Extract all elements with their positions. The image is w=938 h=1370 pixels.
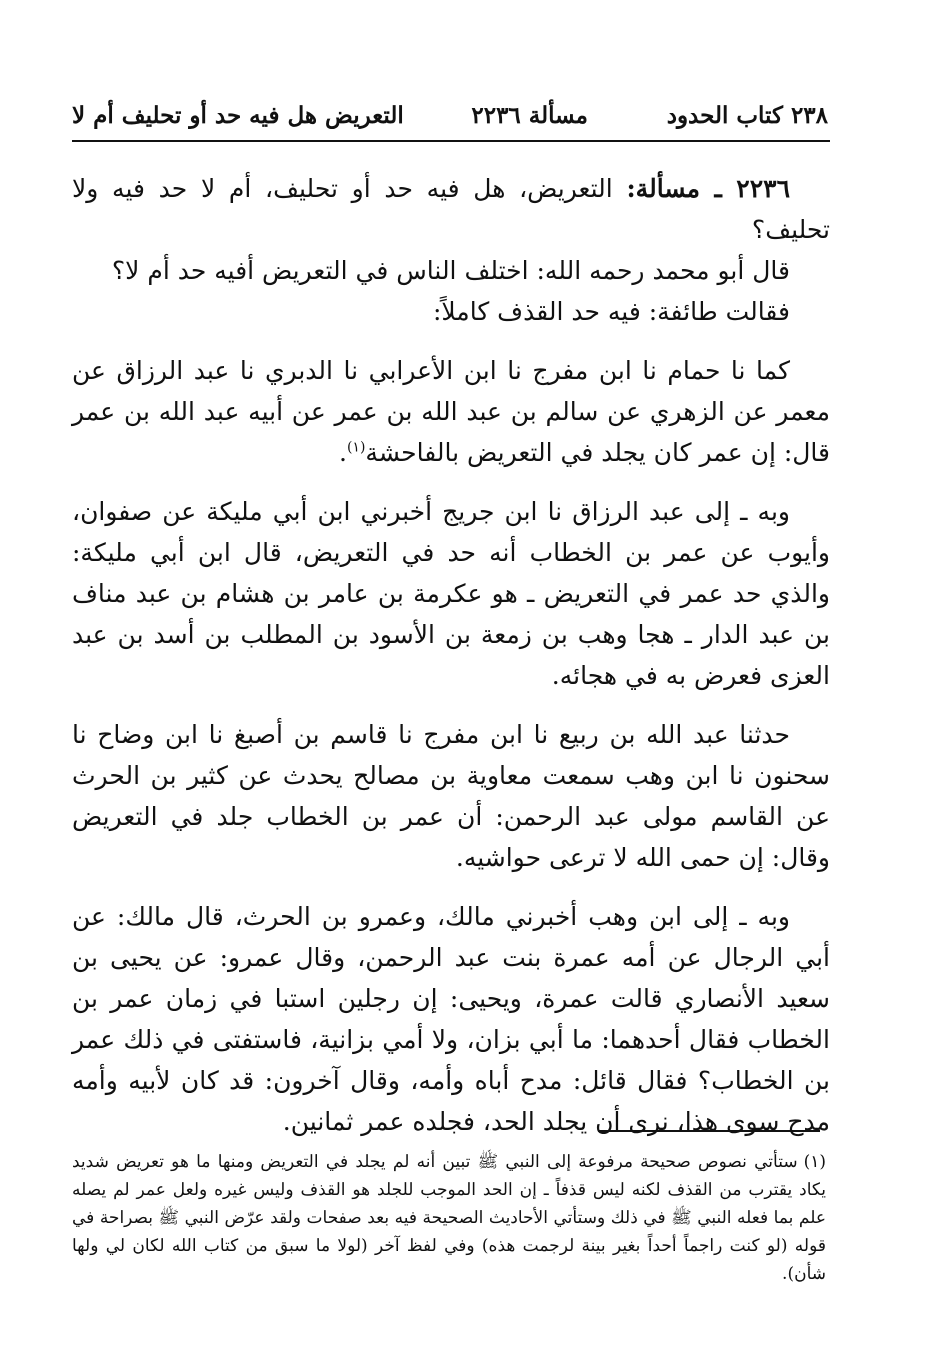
book-title: كتاب الحدود bbox=[666, 102, 783, 129]
hadith-1-text: كما نا حمام نا ابن مفرج نا ابن الأعرابي نا الدبري نا عبد الرزاق عن معمر عن الزهري عن سالم بن عبد الله بن عمر عن أبيه عبد الله بن عمر قال: إن عمر كان يجلد في التعريض بالفاحشة bbox=[72, 356, 830, 467]
header-issue: مسألة ٢٢٣٦ bbox=[471, 102, 588, 129]
author-paragraph: قال أبو محمد رحمه الله: اختلف الناس في التعريض أفيه حد أم لا؟ bbox=[111, 256, 790, 285]
footnote bbox=[72, 1148, 826, 1288]
issue-title: التعريض، هل فيه حد أو تحليف، أم لا حد فيه ولا تحليف؟ bbox=[72, 174, 830, 244]
issue-label: ٢٢٣٦ ـ مسألة: bbox=[626, 174, 790, 203]
main-text bbox=[72, 168, 830, 1142]
header-topic: التعريض هل فيه حد أو تحليف أم لا bbox=[72, 102, 404, 129]
running-header bbox=[72, 96, 828, 140]
header-page-book bbox=[659, 102, 828, 129]
hadith-1-end: . bbox=[339, 438, 347, 467]
footnote-text: ستأتي نصوص صحيحة مرفوعة إلى النبي ﷺ تبين أنه لم يجلد في التعريض ومنها ما هو تعريض شديد يكاد يقترب من القذف لكنه ليس قذفاً ـ إن الحد الموجب للجلد هو القذف وليس غيره ولعل عمر لم يصله علم بما فعله النبي ﷺ في ذلك وستأتي الأحاديث الصحيحة فيه بعد صفحات ولقد عرّض النبي ﷺ بصراحة في قوله (لو كنت راجماً أحداً بغير بينة لرجمت هذه) وفي لفظ آخر (لولا ما سبق من كتاب الله لكان لي ولها شأن). bbox=[72, 1152, 826, 1284]
footnote-paragraph bbox=[72, 1148, 826, 1288]
footnote-rule bbox=[598, 1130, 820, 1132]
group-paragraph: فقالت طائفة: فيه حد القذف كاملاً: bbox=[432, 297, 790, 326]
page-number: ٢٣٨ bbox=[790, 102, 828, 129]
issue-heading bbox=[72, 168, 830, 250]
hadith-paragraph-3: حدثنا عبد الله بن ربيع نا ابن مفرج نا قاسم بن أصبغ نا ابن وضاح نا سحنون نا ابن وهب سمعت معاوية بن مصالح يحدث عن كثير بن الحرث عن القاسم مولى عبد الرحمن: أن عمر بن الخطاب جلد في التعريض وقال: إن حمى الله لا ترعى حواشيه. bbox=[72, 720, 830, 872]
header-rule bbox=[72, 140, 830, 142]
hadith-paragraph-2: وبه ـ إلى عبد الرزاق نا ابن جريج أخبرني ابن أبي مليكة عن صفوان، وأيوب عن عمر بن الخطاب أنه حد في التعريض، قال ابن أبي مليكة: والذي حد عمر في التعريض ـ هو عكرمة بن عامر بن هشام بن عبد مناف بن عبد الدار ـ هجا وهب بن زمعة بن الأسود بن المطلب بن أسد بن عبد العزى فعرض به في هجائه. bbox=[72, 497, 830, 690]
hadith-paragraph-1 bbox=[72, 350, 830, 473]
hadith-paragraph-4: وبه ـ إلى ابن وهب أخبرني مالك، وعمرو بن الحرث، قال مالك: عن أبي الرجال عن أمه عمرة بنت عبد الرحمن، وقال عمرو: عن يحيى بن سعيد الأنصاري قالت عمرة، ويحيى: إن رجلين استبا في زمان عمر بن الخطاب فقال أحدهما: ما أبي بزان، ولا أمي بزانية، فاستفتى في ذلك عمر بن الخطاب؟ فقال قائل: مدح أباه وأمه، وقال آخرون: قد كان لأبيه وأمه مدح سوى هذا، نرى أن يجلد الحد، فجلده عمر ثمانين. bbox=[72, 902, 830, 1136]
footnote-reference[interactable]: (١) bbox=[346, 439, 366, 456]
footnote-number: (١) bbox=[803, 1152, 826, 1172]
